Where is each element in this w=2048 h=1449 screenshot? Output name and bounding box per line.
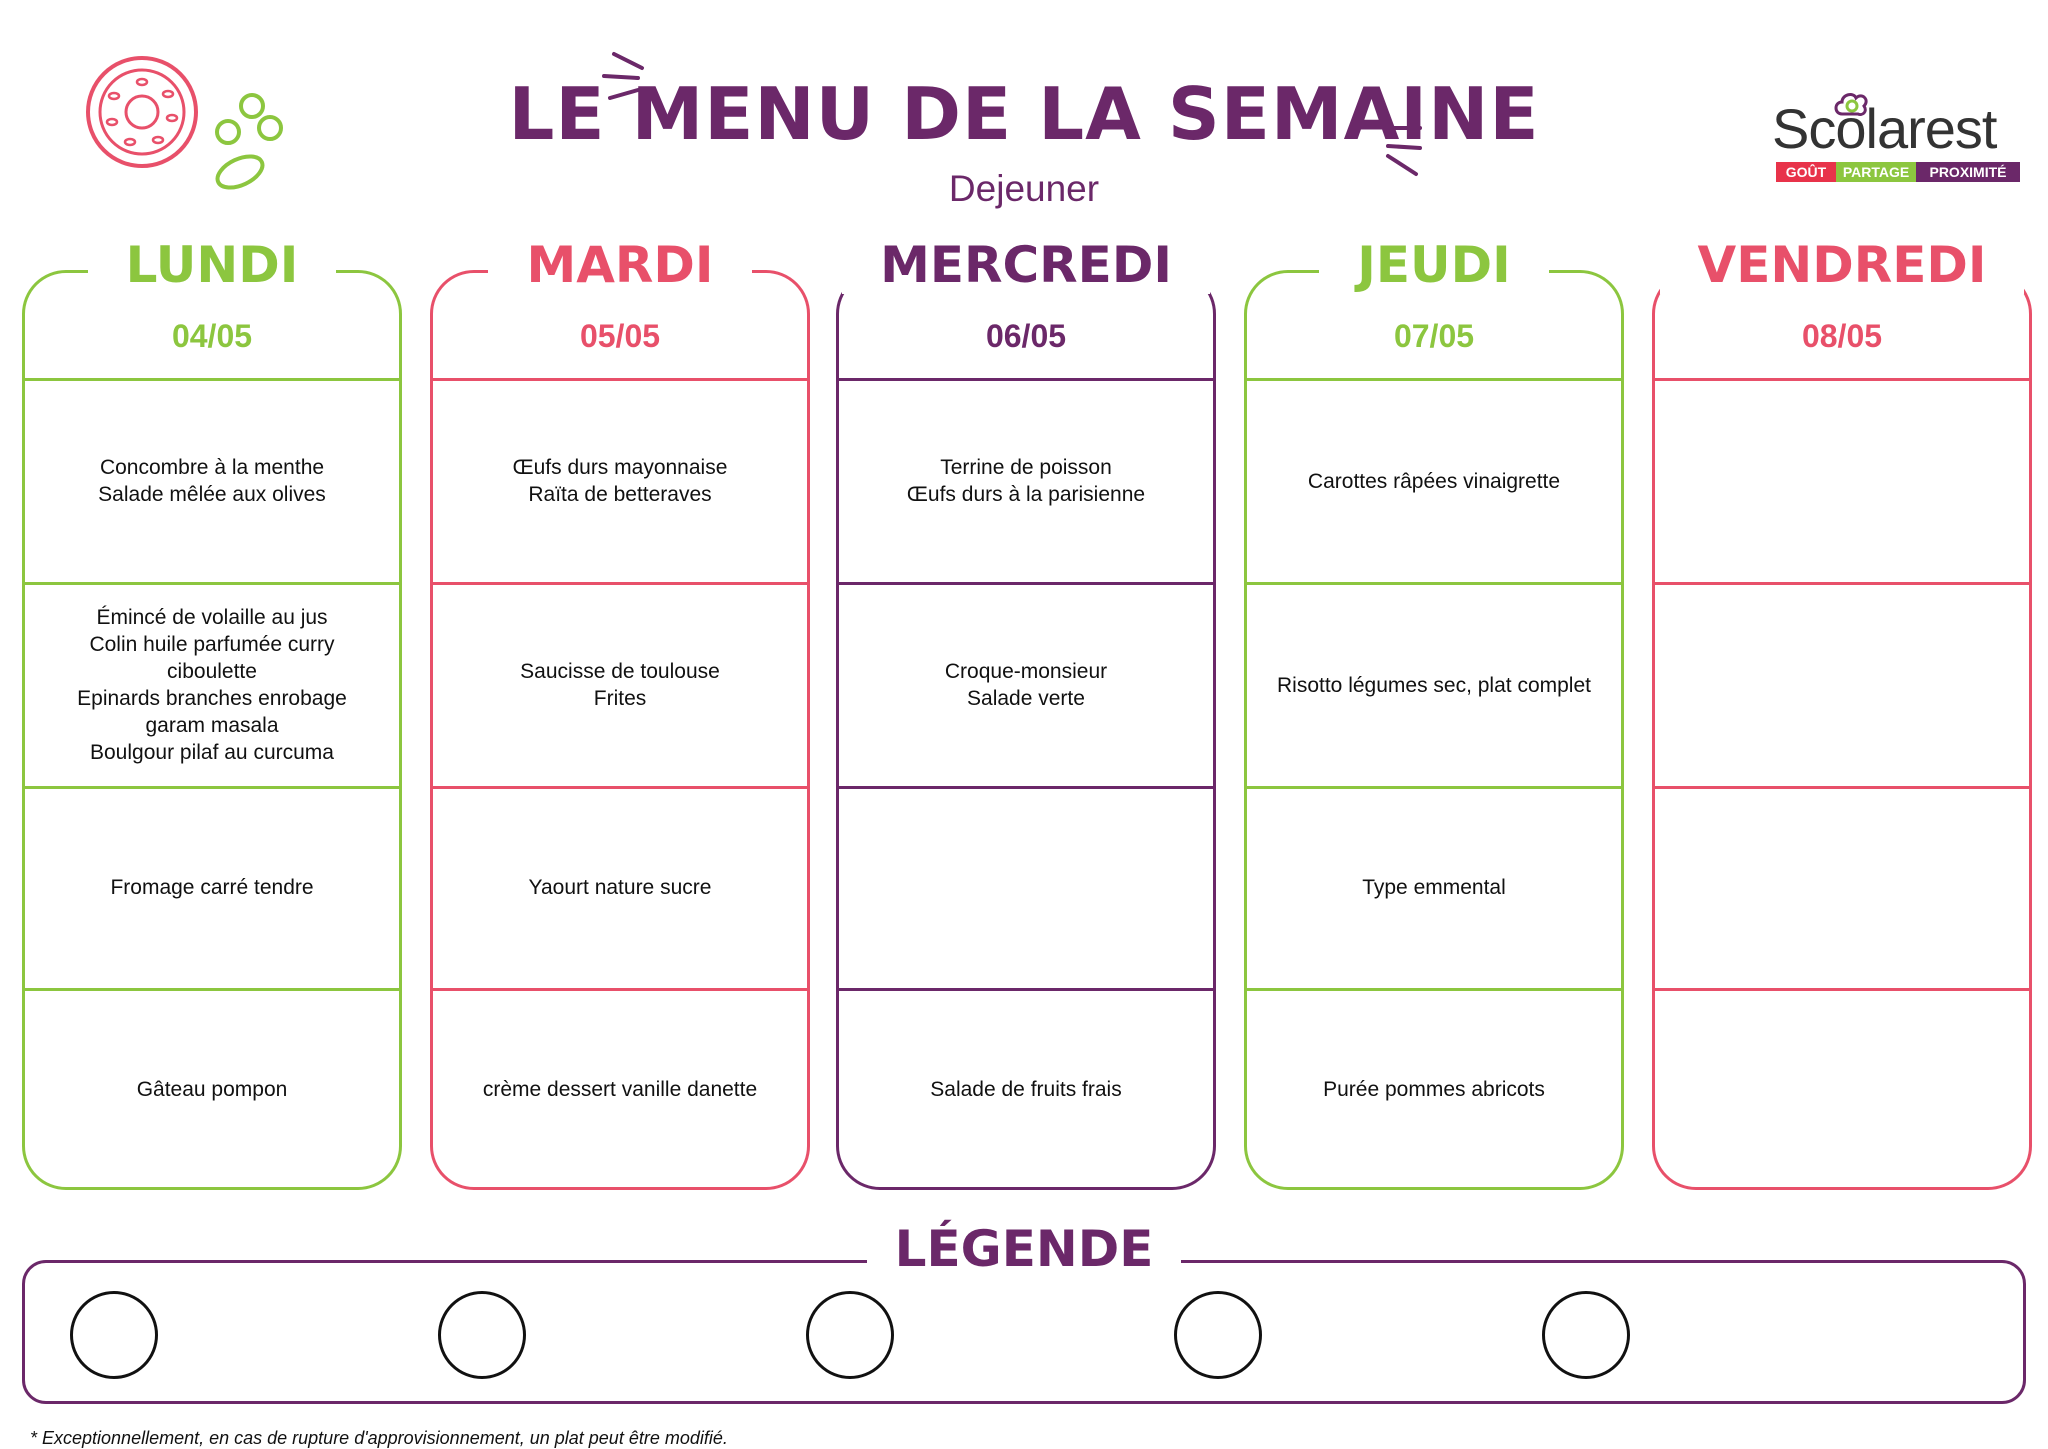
menu-item: Salade mêlée aux olives: [98, 483, 326, 506]
course-cell: [25, 381, 399, 581]
legend-slot-circle: [1542, 1291, 1630, 1379]
footnote: * Exceptionnellement, en cas de rupture d'approvisionnement, un plat peut être modifié.: [30, 1428, 728, 1448]
menu-item: Yaourt nature sucre: [528, 875, 712, 899]
tagline-gout: GOÛT: [1776, 162, 1836, 182]
course-cell: [25, 991, 399, 1187]
course-cell: [1655, 789, 2029, 985]
page-title: LE MENU DE LA SEMAINE: [508, 72, 1540, 156]
day-date: 05/05: [579, 318, 661, 354]
menu-item: Colin huile parfumée curry ciboulette: [89, 633, 335, 683]
menu-item: Type emmental: [1362, 875, 1506, 899]
course-cell: [839, 789, 1213, 985]
course-cell: [433, 381, 807, 581]
day-name: VENDREDI: [1652, 236, 2032, 294]
menu-item: Terrine de poisson: [940, 456, 1112, 479]
menu-item: Salade verte: [967, 687, 1085, 710]
day-date: 08/05: [1801, 318, 1883, 354]
menu-item: Concombre à la menthe: [99, 456, 325, 479]
menu-item: crème dessert vanille danette: [482, 1077, 758, 1101]
menu-item: Fromage carré tendre: [110, 875, 314, 899]
course-cell: [1247, 381, 1621, 581]
menu-item: Saucisse de toulouse: [520, 660, 720, 683]
menu-item: Œufs durs à la parisienne: [906, 483, 1146, 506]
menu-item: Purée pommes abricots: [1323, 1077, 1545, 1101]
menu-item: Gâteau pompon: [136, 1077, 288, 1101]
course-cell: [25, 789, 399, 985]
menu-item: Croque-monsieur: [944, 660, 1108, 683]
course-cell: [1655, 585, 2029, 785]
course-cell: [1655, 991, 2029, 1187]
legend-title: LÉGENDE: [0, 1220, 2048, 1278]
course-cell: [1247, 585, 1621, 785]
menu-item: Raïta de betteraves: [528, 483, 712, 506]
legend-slot-circle: [1174, 1291, 1262, 1379]
legend-slot-circle: [70, 1291, 158, 1379]
menu-item: Frites: [593, 687, 647, 710]
course-cell: [25, 585, 399, 785]
day-date: 07/05: [1393, 318, 1475, 354]
course-cell: [1247, 991, 1621, 1187]
day-name: MERCREDI: [836, 236, 1216, 294]
day-date: 06/05: [985, 318, 1067, 354]
day-name: JEUDI: [1244, 236, 1624, 294]
legend-box: [22, 1260, 2026, 1404]
course-cell: [433, 585, 807, 785]
tagline-proximite: PROXIMITÉ: [1916, 162, 2020, 182]
tagline-partage: PARTAGE: [1836, 162, 1916, 182]
legend-slot-circle: [438, 1291, 526, 1379]
brand-tagline: [1776, 162, 2020, 182]
course-cell: [433, 789, 807, 985]
menu-item: Boulgour pilaf au curcuma: [90, 741, 334, 764]
menu-item: Salade de fruits frais: [930, 1077, 1122, 1101]
legend-slot-circle: [806, 1291, 894, 1379]
course-cell: [1655, 381, 2029, 581]
course-cell: [433, 991, 807, 1187]
brand-logo: Scolarest: [1772, 97, 1997, 160]
day-date: 04/05: [171, 318, 253, 354]
menu-item: Œufs durs mayonnaise: [512, 456, 728, 479]
course-cell: [1247, 789, 1621, 985]
course-cell: [839, 585, 1213, 785]
menu-item: Epinards branches enrobage garam masala: [77, 687, 347, 737]
day-name: MARDI: [430, 236, 810, 294]
course-cell: [839, 381, 1213, 581]
day-name: LUNDI: [22, 236, 402, 294]
menu-item: Émincé de volaille au jus: [96, 606, 328, 629]
page-subtitle: Dejeuner: [948, 168, 1100, 209]
menu-item: Carottes râpées vinaigrette: [1307, 469, 1561, 493]
course-cell: [839, 991, 1213, 1187]
menu-item: Risotto légumes sec, plat complet: [1277, 673, 1591, 697]
